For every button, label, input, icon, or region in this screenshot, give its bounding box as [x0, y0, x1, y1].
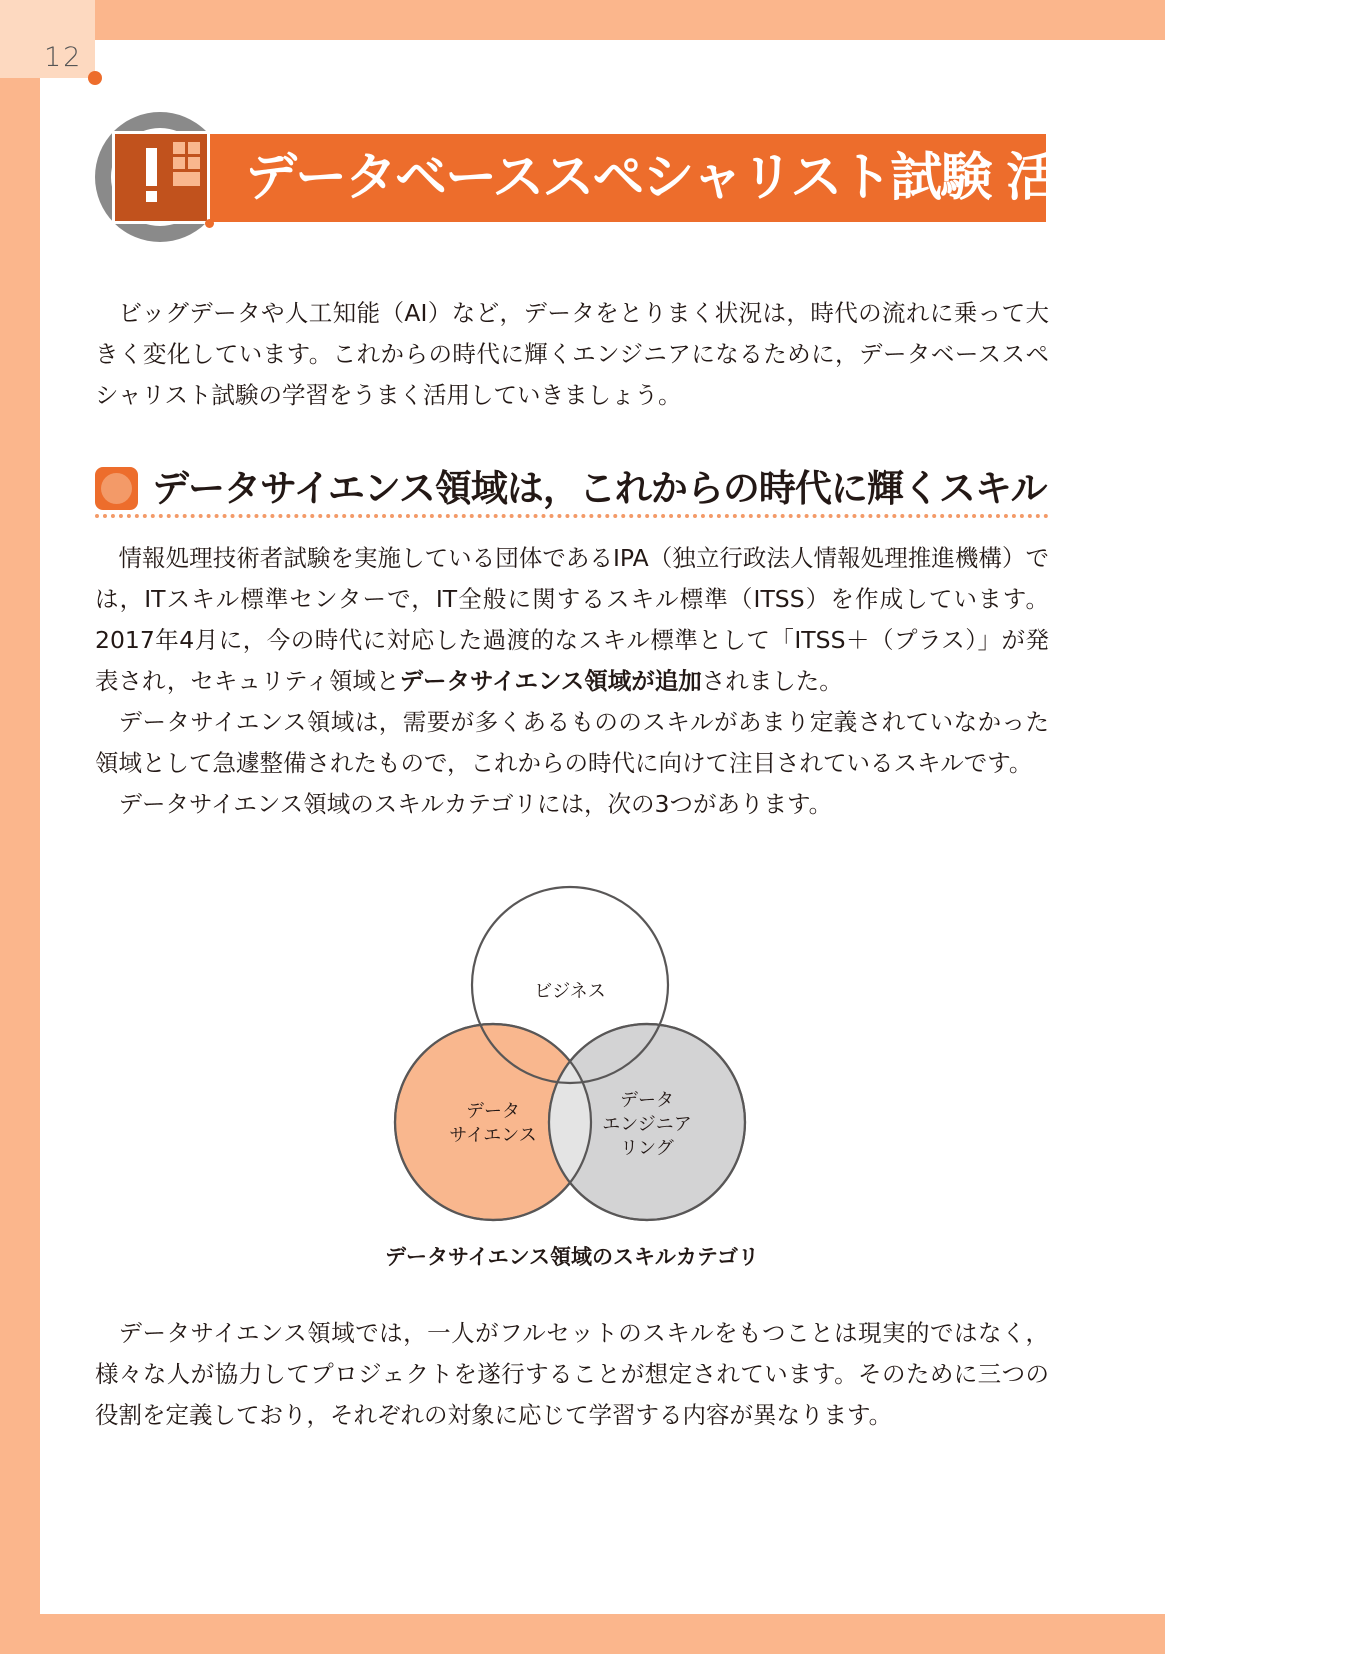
venn-label-science-1: データ	[466, 1101, 520, 1122]
venn-label-engineering-2: エンジニア	[602, 1114, 692, 1135]
page-dot	[88, 71, 102, 85]
intro-paragraph	[95, 293, 1049, 416]
section-paragraph-2: データサイエンス領域は，需要が多くあるもののスキルがあまり定義されていなかった領域として急遽整備されたもので，これからの時代に向けて注目されているスキルです。	[95, 708, 1049, 777]
section-heading: データサイエンス領域は，これからの時代に輝くスキル	[152, 467, 1047, 510]
emphasis-text: データサイエンス領域が追加	[399, 667, 702, 695]
bottom-band	[0, 1614, 1165, 1654]
top-band	[0, 0, 1165, 40]
paragraph-text: 情報処理技術者試験を実施している団体であるIPA（独立行政法人情報処理推進機構）では，ITスキル標準センターで，IT全般に関するスキル標準（ITSS）を作成しています。2017年4月に，今の時代に対応した過渡的なスキル標準として「ITSS＋（プラス）」が発表され，セキュリティ領域と	[95, 544, 1049, 695]
venn-label-engineering-1: データ	[620, 1090, 674, 1111]
section-bullet-icon	[95, 467, 138, 510]
header-dot	[205, 219, 214, 228]
venn-label-engineering-3: リング	[620, 1138, 674, 1159]
closing-text: データサイエンス領域では，一人がフルセットのスキルをもつことは現実的ではなく，様々な人が協力してプロジェクトを遂行することが想定されています。そのために三つの役割を定義しており，それぞれの対象に応じて学習する内容が異なります。	[95, 1319, 1049, 1429]
section-paragraph-3: データサイエンス領域のスキルカテゴリには，次の3つがあります。	[118, 790, 833, 818]
venn-label-science-2: サイエンス	[449, 1125, 537, 1146]
section-divider	[95, 514, 1049, 518]
paragraph-text: されました。	[701, 667, 843, 695]
page-number: 12	[44, 42, 83, 73]
section-paragraph-1	[95, 538, 1049, 702]
page-title: データベーススペシャリスト試験 活用のポイント	[245, 148, 1356, 208]
section-body	[95, 538, 1049, 825]
venn-diagram	[390, 885, 750, 1229]
intro-text: ビッグデータや人工知能（AI）など，データをとりまく状況は，時代の流れに乗って大きく変化しています。これからの時代に輝くエンジニアになるために，データベーススペシャリスト試験の学習をうまく活用していきましょう。	[95, 299, 1049, 409]
closing-paragraph	[95, 1313, 1049, 1436]
venn-label-business: ビジネス	[534, 981, 606, 1002]
figure-caption: データサイエンス領域のスキルカテゴリ	[384, 1245, 759, 1269]
exclamation-icon	[112, 131, 210, 224]
left-band	[0, 0, 40, 1654]
